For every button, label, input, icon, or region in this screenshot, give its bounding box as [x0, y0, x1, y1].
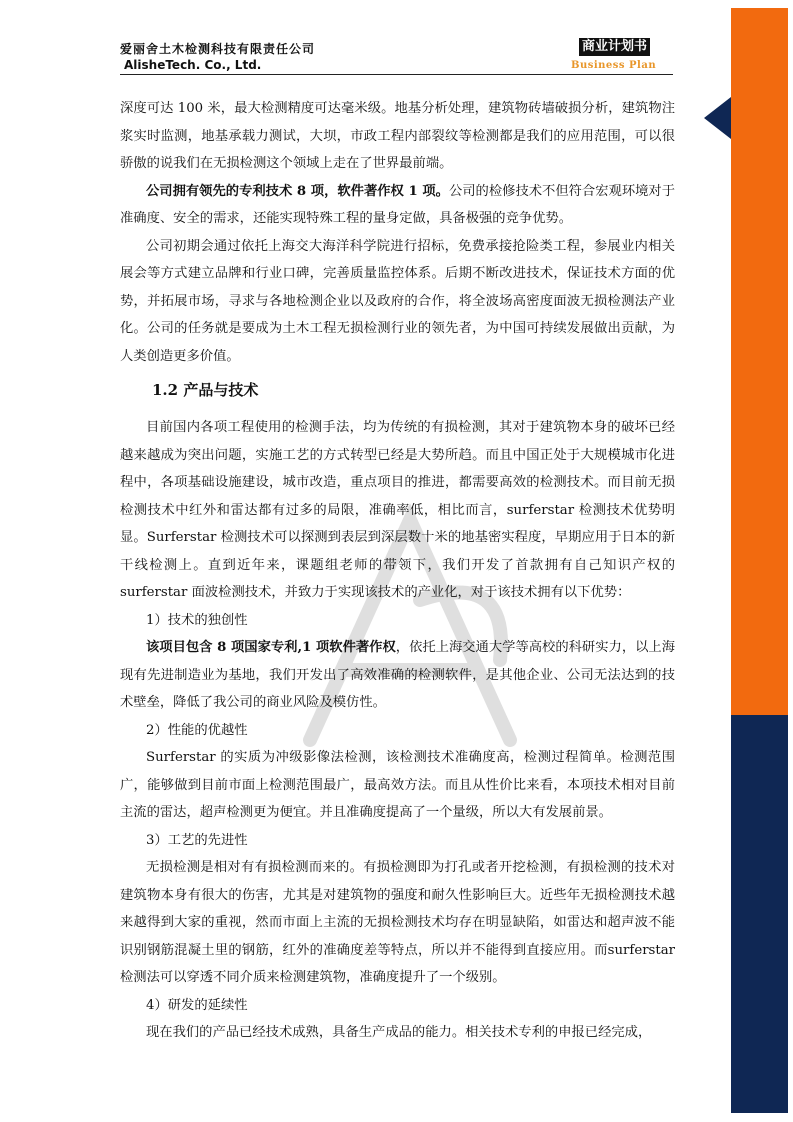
list-item-4: 4）研发的延续性	[146, 997, 248, 1013]
list-item-2: 2）性能的优越性	[146, 722, 248, 738]
section-heading: 1.2 产品与技术	[152, 381, 259, 399]
paragraph-7: 无损检测是相对有有损检测而来的。有损检测即为打孔或者开挖检测，有损检测的技术对建筑物本身有很大的伤害，尤其是对建筑物的强度和耐久性影响巨大。近些年无损检测技术越来越得到大家的重视，然而市面上主流的无损检测技术均存在明显缺陷，如雷达和超声波不能识别钢筋混凝土里的钢筋，红外的准确度差等特点，所以并不能得到直接应用。而surferstar 检测法可以穿透不同介质来检测建筑物，准确度提升了一个级别。	[120, 860, 675, 985]
paragraph-2-bold: 公司拥有领先的专利技术 8 项，软件著作权 1 项。	[146, 183, 449, 199]
company-name-en: AlisheTech. Co., Ltd.	[124, 58, 262, 72]
doc-title: 商业计划书	[579, 38, 650, 56]
paragraph-4: 目前国内各项工程使用的检测手法，均为传统的有损检测，其对于建筑物本身的破坏已经越来越成为突出问题，实施工艺的方式转型已经是大势所趋。而且中国正处于大规模城市化进程中，各项基础设施建设，城市改造，重点项目的推进，都需要高效的检测技术。而目前无损检测技术中红外和雷达都有过多的局限，准确率低，相比而言，surferstar 检测技术优势明显。Surferstar 检测技术可以探测到表层到深层数十米的地基密实程度，早期应用于日本的新干线检测上。直到近年来，课题组老师的带领下，我们开发了首款拥有自己知识产权的 surferstar 面波检测技术，并致力于实现该技术的产业化，对于该技术拥有以下优势：	[120, 420, 675, 600]
paragraph-2	[120, 178, 675, 233]
company-name-cn: 爱丽舍土木检测科技有限责任公司	[120, 42, 316, 56]
paragraph-5	[120, 634, 675, 717]
list-item-3: 3）工艺的先进性	[146, 832, 248, 848]
side-band-orange	[731, 8, 788, 715]
paragraph-6: Surferstar 的实质为冲级影像法检测，该检测技术准确度高，检测过程简单。检测范围广，能够做到目前市面上检测范围最广，最高效方法。而且从性价比来看，本项技术相对目前主流的雷达，超声检测更为便宜。并且准确度提高了一个量级，所以大有发展前景。	[120, 750, 675, 820]
doc-title-en: Business Plan	[571, 60, 657, 71]
paragraph-5-text: ，依托上海交通大学等高校的科研实力，以上海现有先进制造业为基地，我们开发出了高效准确的检测软件，是其他企业、公司无法达到的技术壁垒，降低了我公司的商业风险及模仿性。	[120, 640, 676, 710]
arrow-left-icon	[704, 97, 731, 139]
paragraph-8: 现在我们的产品已经技术成熟，具备生产成品的能力。相关技术专利的申报已经完成，	[146, 1025, 652, 1040]
side-band-navy	[731, 715, 788, 1113]
list-item-1: 1）技术的独创性	[146, 612, 248, 628]
header-divider	[120, 74, 673, 75]
paragraph-3: 公司初期会通过依托上海交大海洋科学院进行招标，免费承接抢险类工程，参展业内相关展会等方式建立品牌和行业口碑，完善质量监控体系。后期不断改进技术，保证技术方面的优势，并拓展市场，寻求与各地检测企业以及政府的合作，将全波场高密度面波无损检测法产业化。公司的任务就是要成为土木工程无损检测行业的领先者，为中国可持续发展做出贡献，为人类创造更多价值。	[120, 238, 675, 364]
document-body	[120, 95, 675, 1047]
paragraph-5-bold: 该项目包含 8 项国家专利,1 项软件著作权	[146, 640, 396, 655]
paragraph-1: 深度可达 100 米，最大检测精度可达毫米级。地基分析处理，建筑物砖墙破损分析，建筑物注浆实时监测，地基承载力测试，大坝，市政工程内部裂纹等检测都是我们的应用范围，可以很骄傲的说我们在无损检测这个领域上走在了世界最前端。	[120, 101, 675, 171]
paragraph-2-text: 公司的检修技术不但符合宏观环境对于准确度、安全的需求，还能实现特殊工程的量身定做，具备极强的竞争优势。	[120, 183, 676, 226]
